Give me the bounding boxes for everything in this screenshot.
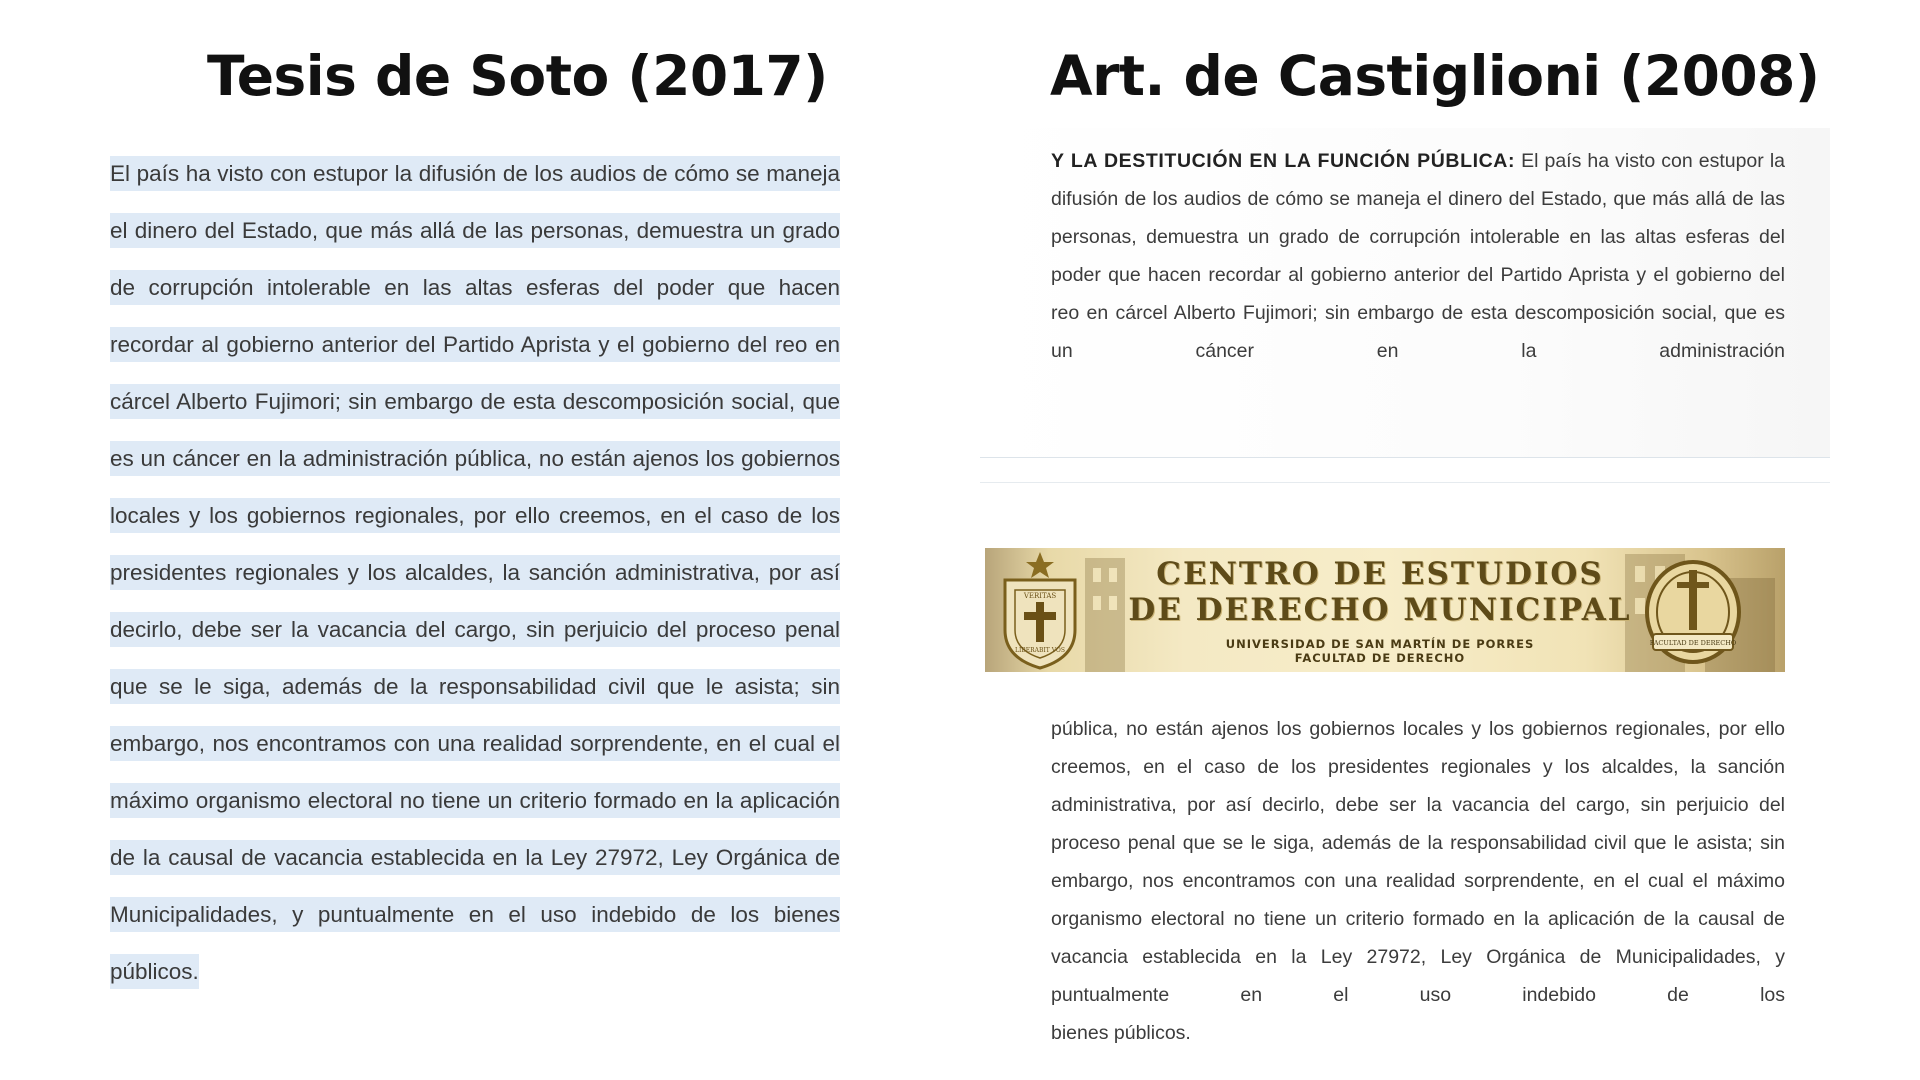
- left-heading: Tesis de Soto (2017): [207, 44, 828, 108]
- article-excerpt-bottom: [1051, 710, 1785, 1052]
- article-section-heading: Y LA DESTITUCIÓN EN LA FUNCIÓN PÚBLICA:: [1051, 150, 1516, 172]
- article-text-top: El país ha visto con estupor la difusión de los audios de cómo se maneja el dinero del Estado, que más allá de las personas, demuestra un grado de corrupción intolerable en las altas esferas del poder que hacen recordar al gobierno anterior del Partido Aprista y el gobierno del reo en cárcel Alberto Fujimori; sin embargo de esta descomposición social, que es un cáncer en la administración: [1051, 150, 1785, 362]
- svg-text:FACULTAD DE DERECHO: FACULTAD DE DERECHO: [1649, 639, 1737, 647]
- banner-university-name: UNIVERSIDAD DE SAN MARTÍN DE PORRES: [1225, 637, 1535, 651]
- right-heading: Art. de Castiglioni (2008): [1050, 44, 1820, 108]
- faculty-seal-icon: [1633, 552, 1753, 668]
- article-excerpt-top: [1051, 142, 1785, 370]
- banner-title-line2: DE DERECHO MUNICIPAL: [1128, 592, 1632, 628]
- university-crest-icon: [995, 550, 1085, 670]
- article-text-last-line: bienes públicos.: [1051, 1022, 1191, 1044]
- centro-estudios-banner: [985, 548, 1785, 672]
- page-divider-line-secondary: [980, 482, 1830, 483]
- banner-title-line1: CENTRO DE ESTUDIOS: [1156, 556, 1604, 592]
- thesis-excerpt: [110, 145, 840, 1000]
- thesis-highlighted-text: El país ha visto con estupor la difusión de los audios de cómo se maneja el dinero del Estado, que más allá de las personas, demuestra un grado de corrupción intolerable en las altas esferas del poder que hacen recordar al gobierno anterior del Partido Aprista y el gobierno del reo en cárcel Alberto Fujimori; sin embargo de esta descomposición social, que es un cáncer en la administración pública, no están ajenos los gobiernos locales y los gobiernos regionales, por ello creemos, en el caso de los presidentes regionales y los alcaldes, la sanción administrativa, por así decirlo, debe ser la vacancia del cargo, sin perjuicio del proceso penal que se le siga, además de la responsabilidad civil que le asista; sin embargo, nos encontramos con una realidad sorprendente, en el cual el máximo organismo electoral no tiene un criterio formado en la aplicación de la causal de vacancia establecida en la Ley 27972, Ley Orgánica de Municipalidades, y puntualmente en el uso indebido de los bienes públicos.: [110, 156, 840, 989]
- svg-text:LIBERABIT VOS: LIBERABIT VOS: [1015, 647, 1065, 654]
- page-divider-line: [980, 457, 1830, 458]
- article-text-bottom: pública, no están ajenos los gobiernos locales y los gobiernos regionales, por ello creemos, en el caso de los presidentes regionales y los alcaldes, la sanción administrativa, por así decirlo, debe ser la vacancia del cargo, sin perjuicio del proceso penal que se le siga, además de la responsabilidad civil que le asista; sin embargo, nos encontramos con una realidad sorprendente, en el cual el máximo organismo electoral no tiene un criterio formado en la aplicación de la causal de vacancia establecida en la Ley 27972, Ley Orgánica de Municipalidades, y puntualmente en el uso indebido de los: [1051, 718, 1785, 1006]
- svg-text:VERITAS: VERITAS: [1023, 592, 1057, 600]
- banner-faculty-name: FACULTAD DE DERECHO: [1294, 651, 1466, 665]
